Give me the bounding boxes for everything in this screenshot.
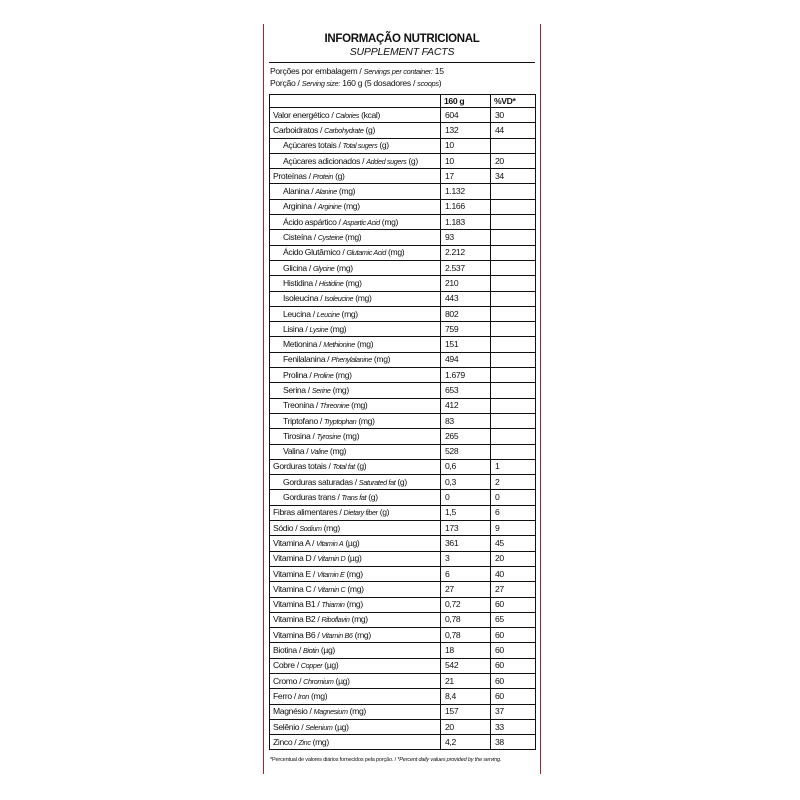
table-row [270, 689, 536, 704]
nutrient-daily-value [491, 322, 536, 337]
nutrient-daily-value [491, 368, 536, 383]
nutrient-amount: 653 [441, 383, 491, 398]
nutrient-amount: 542 [441, 658, 491, 673]
nutrient-daily-value: 37 [491, 704, 536, 719]
nutrient-name: Alanina / Alanine (mg) [270, 184, 441, 199]
table-row [270, 398, 536, 413]
nutrient-amount: 2.537 [441, 260, 491, 275]
table-row [270, 123, 536, 138]
servings-per-container: Porções por embalagem / Servings per container: 15 [270, 66, 444, 76]
nutrient-name: Lisina / Lysine (mg) [270, 322, 441, 337]
nutrient-amount: 93 [441, 230, 491, 245]
nutrient-daily-value: 6 [491, 505, 536, 520]
nutrient-name: Ferro / Iron (mg) [270, 689, 441, 704]
nutrient-name: Triptofano / Tryptophan (mg) [270, 413, 441, 428]
nutrient-amount: 1.132 [441, 184, 491, 199]
nutrient-daily-value [491, 398, 536, 413]
nutrient-name: Açúcares adicionados / Added sugers (g) [270, 153, 441, 168]
nutrient-name: Histidina / Histidine (mg) [270, 276, 441, 291]
nutrient-name: Metionina / Methionine (mg) [270, 337, 441, 352]
nutrient-name: Serina / Serine (mg) [270, 383, 441, 398]
table-row [270, 582, 536, 597]
nutrient-amount: 132 [441, 123, 491, 138]
nutrient-daily-value [491, 291, 536, 306]
table-row [270, 260, 536, 275]
table-row [270, 521, 536, 536]
nutrient-name: Magnésio / Magnesium (mg) [270, 704, 441, 719]
nutrient-amount: 17 [441, 169, 491, 184]
table-row [270, 643, 536, 658]
table-row [270, 215, 536, 230]
nutrient-daily-value: 60 [491, 658, 536, 673]
nutrient-name: Sódio / Sodium (mg) [270, 521, 441, 536]
nutrient-name: Vitamina A / Vitamin A (µg) [270, 536, 441, 551]
nutrient-daily-value: 45 [491, 536, 536, 551]
nutrient-amount: 604 [441, 108, 491, 123]
table-row [270, 551, 536, 566]
nutrient-amount: 151 [441, 337, 491, 352]
nutrient-name: Carboidratos / Carbohydrate (g) [270, 123, 441, 138]
nutrient-name: Valina / Valine (mg) [270, 444, 441, 459]
header-daily-value: %VD* [491, 95, 536, 108]
nutrient-amount: 8,4 [441, 689, 491, 704]
nutrient-amount: 157 [441, 704, 491, 719]
table-row [270, 138, 536, 153]
nutrient-daily-value [491, 444, 536, 459]
table-row [270, 597, 536, 612]
nutrient-amount: 210 [441, 276, 491, 291]
nutrient-daily-value: 33 [491, 719, 536, 734]
nutrient-name: Glicina / Glycine (mg) [270, 260, 441, 275]
serving-size: Porção / Serving size: 160 g (5 dosadores / scoops) [270, 78, 442, 88]
nutrient-daily-value [491, 138, 536, 153]
nutrient-amount: 0,72 [441, 597, 491, 612]
table-row [270, 230, 536, 245]
table-row [270, 536, 536, 551]
table-row [270, 153, 536, 168]
table-row [270, 429, 536, 444]
table-row [270, 322, 536, 337]
nutrient-name: Isoleucina / Isoleucine (mg) [270, 291, 441, 306]
nutrient-daily-value [491, 429, 536, 444]
nutrient-amount: 0,78 [441, 628, 491, 643]
nutrient-daily-value [491, 276, 536, 291]
nutrient-name: Vitamina B2 / Riboflavin (mg) [270, 612, 441, 627]
nutrient-amount: 0,78 [441, 612, 491, 627]
nutrient-name: Vitamina B6 / Vitamin B6 (mg) [270, 628, 441, 643]
table-row [270, 306, 536, 321]
nutrient-amount: 1.679 [441, 368, 491, 383]
nutrient-amount: 0 [441, 490, 491, 505]
table-row [270, 735, 536, 750]
table-row [270, 673, 536, 688]
nutrient-name: Vitamina C / Vitamin C (mg) [270, 582, 441, 597]
nutrient-amount: 265 [441, 429, 491, 444]
table-row [270, 459, 536, 474]
nutrient-daily-value: 1 [491, 459, 536, 474]
divider [269, 62, 535, 63]
nutrient-daily-value: 27 [491, 582, 536, 597]
nutrient-amount: 20 [441, 719, 491, 734]
nutrient-amount: 528 [441, 444, 491, 459]
nutrient-name: Cromo / Chromium (µg) [270, 673, 441, 688]
table-row [270, 245, 536, 260]
nutrient-amount: 21 [441, 673, 491, 688]
nutrient-daily-value: 20 [491, 551, 536, 566]
nutrient-name: Arginina / Arginine (mg) [270, 199, 441, 214]
nutrient-amount: 802 [441, 306, 491, 321]
nutrient-name: Vitamina E / Vitamin E (mg) [270, 566, 441, 581]
nutrient-daily-value: 40 [491, 566, 536, 581]
nutrient-amount: 173 [441, 521, 491, 536]
nutrient-name: Biotina / Biotin (µg) [270, 643, 441, 658]
nutrient-name: Vitamina D / Vitamin D (µg) [270, 551, 441, 566]
nutrient-daily-value [491, 306, 536, 321]
panel-subtitle: SUPPLEMENT FACTS [349, 46, 455, 58]
nutrient-amount: 6 [441, 566, 491, 581]
table-row [270, 383, 536, 398]
nutrient-name: Gorduras saturadas / Saturated fat (g) [270, 475, 441, 490]
nutrient-daily-value [491, 260, 536, 275]
nutrient-name: Cisteína / Cysteine (mg) [270, 230, 441, 245]
nutrient-name: Proteínas / Protein (g) [270, 169, 441, 184]
nutrient-daily-value [491, 215, 536, 230]
nutrient-name: Leucina / Leucine (mg) [270, 306, 441, 321]
table-header-row [270, 95, 536, 108]
nutrient-name: Ácido aspártico / Aspartic Acid (mg) [270, 215, 441, 230]
nutrient-daily-value: 30 [491, 108, 536, 123]
nutrient-amount: 361 [441, 536, 491, 551]
nutrient-amount: 4,2 [441, 735, 491, 750]
nutrient-daily-value [491, 337, 536, 352]
nutrient-daily-value: 60 [491, 689, 536, 704]
nutrient-amount: 3 [441, 551, 491, 566]
table-row [270, 108, 536, 123]
table-row [270, 475, 536, 490]
nutrient-amount: 0,3 [441, 475, 491, 490]
nutrient-daily-value: 20 [491, 153, 536, 168]
nutrient-amount: 759 [441, 322, 491, 337]
table-row [270, 566, 536, 581]
table-row [270, 719, 536, 734]
table-row [270, 352, 536, 367]
table-row [270, 169, 536, 184]
table-row [270, 628, 536, 643]
nutrient-daily-value [491, 413, 536, 428]
nutrient-name: Zinco / Zinc (mg) [270, 735, 441, 750]
nutrient-daily-value [491, 184, 536, 199]
nutrition-facts-panel [263, 24, 541, 774]
nutrient-amount: 412 [441, 398, 491, 413]
nutrient-amount: 1.183 [441, 215, 491, 230]
nutrient-daily-value [491, 230, 536, 245]
nutrient-name: Açúcares totais / Total sugers (g) [270, 138, 441, 153]
footnote: *Percentual de valores diários fornecidos pela porção. / *Percent daily values provided by the serving. [270, 757, 502, 763]
nutrient-amount: 83 [441, 413, 491, 428]
nutrient-daily-value: 60 [491, 597, 536, 612]
nutrient-name: Gorduras trans / Trans fat (g) [270, 490, 441, 505]
table-row [270, 658, 536, 673]
table-row [270, 444, 536, 459]
nutrition-table [269, 94, 536, 750]
table-row [270, 413, 536, 428]
nutrient-amount: 2.212 [441, 245, 491, 260]
table-row [270, 184, 536, 199]
nutrient-amount: 27 [441, 582, 491, 597]
panel-title: INFORMAÇÃO NUTRICIONAL [324, 33, 480, 45]
nutrient-amount: 1,5 [441, 505, 491, 520]
nutrient-daily-value: 44 [491, 123, 536, 138]
nutrient-daily-value: 34 [491, 169, 536, 184]
nutrient-daily-value: 38 [491, 735, 536, 750]
table-row [270, 704, 536, 719]
nutrient-daily-value: 65 [491, 612, 536, 627]
nutrient-name: Prolina / Proline (mg) [270, 368, 441, 383]
nutrient-name: Valor energético / Calories (kcal) [270, 108, 441, 123]
table-row [270, 199, 536, 214]
table-row [270, 337, 536, 352]
nutrient-amount: 10 [441, 153, 491, 168]
nutrient-amount: 1.166 [441, 199, 491, 214]
nutrient-daily-value: 60 [491, 628, 536, 643]
nutrient-daily-value [491, 383, 536, 398]
nutrient-name: Cobre / Copper (µg) [270, 658, 441, 673]
nutrient-name: Gorduras totais / Total fat (g) [270, 459, 441, 474]
nutrient-daily-value: 60 [491, 673, 536, 688]
nutrient-daily-value: 60 [491, 643, 536, 658]
nutrient-name: Vitamina B1 / Thiamin (mg) [270, 597, 441, 612]
nutrient-amount: 10 [441, 138, 491, 153]
nutrient-name: Fenilalanina / Phenylalanine (mg) [270, 352, 441, 367]
nutrient-name: Selênio / Selenium (µg) [270, 719, 441, 734]
nutrient-daily-value [491, 245, 536, 260]
nutrient-name: Ácido Glutâmico / Glutamic Acid (mg) [270, 245, 441, 260]
nutrient-amount: 18 [441, 643, 491, 658]
table-row [270, 612, 536, 627]
header-amount: 160 g [441, 95, 491, 108]
nutrient-daily-value: 0 [491, 490, 536, 505]
nutrient-name: Treonina / Threonine (mg) [270, 398, 441, 413]
table-row [270, 505, 536, 520]
nutrient-name: Fibras alimentares / Dietary fiber (g) [270, 505, 441, 520]
table-row [270, 490, 536, 505]
table-row [270, 291, 536, 306]
nutrient-daily-value: 2 [491, 475, 536, 490]
table-row [270, 276, 536, 291]
nutrient-amount: 443 [441, 291, 491, 306]
header-nutrient [270, 95, 441, 108]
nutrient-daily-value [491, 199, 536, 214]
nutrient-daily-value [491, 352, 536, 367]
nutrient-amount: 0,6 [441, 459, 491, 474]
table-row [270, 368, 536, 383]
nutrient-name: Tirosina / Tyrosine (mg) [270, 429, 441, 444]
nutrient-daily-value: 9 [491, 521, 536, 536]
nutrient-amount: 494 [441, 352, 491, 367]
